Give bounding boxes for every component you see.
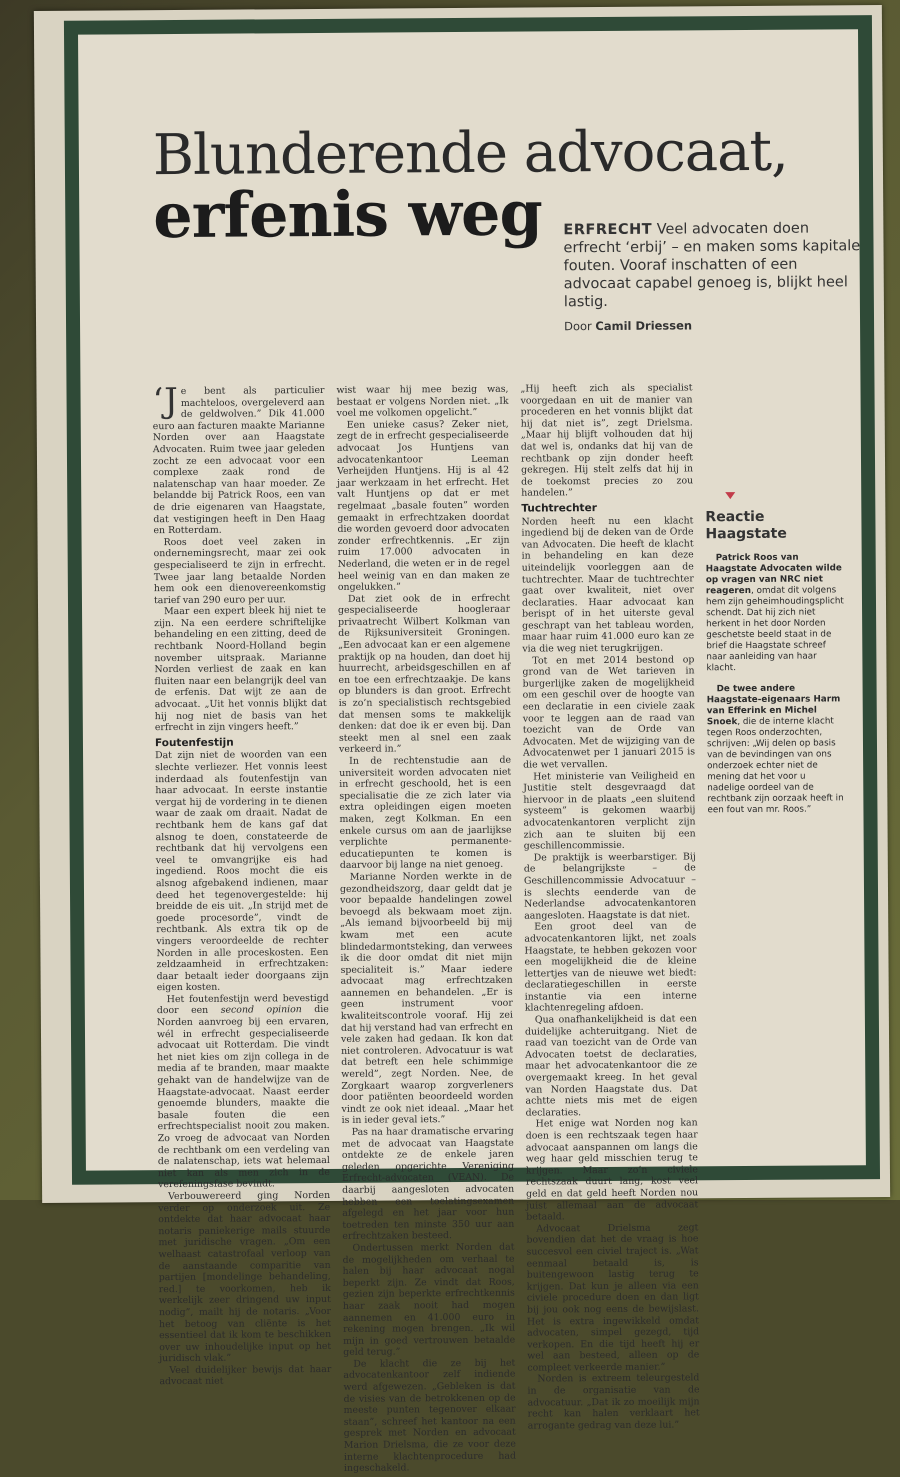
headline-line1: Blunderende advocaat, [152,118,789,189]
down-arrow-icon [725,492,735,499]
paragraph: De praktijk is weerbarstiger. Bij de belangrijkste – de Geschillencommissie Advocatuur – is slechts eenderde van de Nederlandse advocatenkantoren aangesloten. Haagstate is dat niet. [523,851,697,922]
sidebar-text: , die de interne klacht tegen Roos onderzochten, schrijven: „Wij delen op basis van de bevindingen van ons onderzoek echter niet de mening dat het voor u nadelige oordeel van de rechtbank zijn oorzaak heeft in een fout van mr. Roos.” [706,716,844,816]
paragraph: In de rechtenstudie aan de universiteit worden advocaten niet in erfrecht geschoold, het is een specialisatie die ze zich later via extra opleidingen eigen moeten maken, zegt Kolkman. En een enkele cursus om aan de jaarlijkse verplichte permanente-educatiepunten te komen is daarvoor bij lange na niet genoeg. [339,754,512,872]
paragraph: Veel duidelijker bewijs dat haar advocaat niet [159,1363,332,1388]
paragraph-text: e bent als particulier machteloos, overgeleverd aan de geldwolven.” Dik 41.000 euro aan facturen maakte Marianne Norden over aan Haagstate Advocaten. Ruim twee jaar geleden zocht ze een advocaat voor een complexe zaak rond de nalatenschap van haar moeder. Ze belandde bij Patrick Roos, een van de drie eigenaren van Haagstate, dat vestigingen heeft in Den Haag en Rotterdam. [152,384,326,537]
paragraph: Advocaat Drielsma zegt bovendien dat het de vraag is hoe succesvol een civiel traject is. „Wat eenmaal betaald is, is buitengewoon lastig terug te krijgen. Dat kun je alleen via een civiele procedure doen en dan ligt bij jou ook nog eens de bewijslast. Het is extra ingewikkeld omdat advocaten, simpel gezegd, tijd verkopen. En die tijd heeft hij er wel aan besteed, alleen op de compleet verkeerde manier.” [526,1222,700,1374]
paragraph: Het enige wat Norden nog kan doen is een rechtszaak tegen haar advocaat aanspannen om langs die weg haar geld misschien terug te krijgen. Maar zo’n civiele rechtszaak duurt lang, kost veel geld en dat geld heeft Norden nou juist allemaal aan de advocaat betaald. [525,1117,699,1223]
sidebar-bold: Patrick Roos van Haagstate Advocaten wilde op vragen van NRC niet reageren [705,552,842,597]
sidebar-bold: De twee andere Haagstate-eigenaars Harm van Efferink en Michel Snoek [706,683,841,728]
paragraph: Dat ziet ook de in erfrecht gespecialiseerde hoogleraar privaatrecht Wilbert Kolkman van de Rijksuniversiteit Groningen. „Een advocaat kan er een algemene praktijk op na houden, dan doet hij huurrecht, arbeidsgeschillen en af en toe een erfrechtzaakje. De kans op blunders is dan groot. Erfrecht is zo’n specialistisch rechtsgebied dat mensen soms te makkelijk denken: dat doe ik er even bij. Dan steekt men al snel een zaak verkeerd in.” [338,592,511,756]
paragraph: Het ministerie van Veiligheid en Justitie stelt desgevraagd dat hiervoor in de plaats „een sluitend systeem” is gekomen waarbij advocatenkantoren verplicht zijn zich aan te sluiten bij een geschillencommissie. [523,769,696,852]
dropcap: ‘J [152,380,178,422]
paragraph: Pas na haar dramatische ervaring met de advocaat van Haagstate ontdekte ze de enkele jaren geleden opgerichte Vereniging Erfrecht-advocaten (VEAN). De daarbij aangesloten advocaten hebben een toelatingsexamen afgelegd en het jaar voor hun toetreden ten minste 350 uur aan erfrechtzaken besteed. [341,1125,515,1243]
paragraph: Marianne Norden werkte in de gezondheidszorg, daar geldt dat je voor bepaalde handelingen zowel bevoegd als bekwaam moet zijn. „Als iemand bijvoorbeeld bij mij kwam met een acute blindedarmontsteking, dan verwees ik die door omdat dit niet mijn specialiteit is.” Maar iedere advocaat mag erfrechtzaken aannemen en behandelen. „Er is geen instrument voor kwaliteitscontrole vooraf. Hij zei dat hij verstand had van erfrecht en vele zaken had gedaan. Ik kon dat niet controleren. Advocatuur is wat dat betreft een hele schimmige wereld”, zegt Norden. Nee, de Zorgkaart waarop zorgverleners door patiënten beoordeeld worden vindt ze ook niet ideaal. „Maar het is in ieder geval iets.” [339,870,514,1127]
paragraph-text: die Norden aanvroeg bij een ervaren, wél in erfrecht gespecialiseerde advocaat uit Rotterdam. Die vindt het niet kies om zijn collega in de media af te branden, maar maakte gehakt van de handelwijze van de Haagstate-advocaat. Naast eerder genoemde blunders, maakte die basale fouten die een erfrechtspecialist nooit zou maken. Zo vroeg de advocaat van Norden de rechtbank om een verdeling van de nalatenschap, iets wat helemaal niet kan als men zich in de verefeningsfase bevindt. [156,1004,331,1191]
article-body [92,51,861,1475]
column-3 [520,382,699,1432]
paragraph: Verbouwereerd ging Norden verder op onderzoek uit. Ze ontdekte dat haar advocaat haar notaris paniekerige mails stuurde met juridische vragen. „Om een welhaast catastrofaal verloop van de aanstaande comparitie van partijen [mondelinge behandeling, red.] te voorkomen, heb ik werkelijk zeer dringend uw input nodig”, mailt hij de notaris. „Voor het betoog van cliënte is het essentieel dat ik kom te beschikken over uw inhoudelijke input op het juridisch vlak.” [158,1189,332,1365]
lead-kicker: ERFRECHT [563,221,653,239]
paragraph: Qua onafhankelijkheid is dat een duidelijke achteruitgang. Niet de raad van toezicht van de Orde van Advocaten toetst de declaraties, maar het advocatenkantoor die ze overgemaakt kreeg. In het geval van Norden Haagstate dus. Dat achtte niets mis met de eigen declaraties. [524,1013,698,1119]
headline-line2: erfenis weg [153,176,543,253]
paragraph: Dat zijn niet de woorden van een slechte verliezer. Het vonnis leest inderdaad als foutenfestijn van haar advocaat. In eerste instantie vergat hij de vordering in te dienen waar de zaak om draait. Nadat de rechtbank hem de kans gaf dat alsnog te doen, constateerde de rechtbank dat hij vervolgens een veel te omvangrijke eis had ingediend. Roos mocht die eis alsnog afgebakend indienen, maar deed het tegenovergestelde: hij breidde de eis uit. „In strijd met de goede procesorde”, vindt de rechtbank. Als extra tik op de vingers veroordeelde de rechter Norden in alle proceskosten. Een zeldzaamheid in erfrechtzaken: daar betaalt ieder doorgaans zijn eigen kosten. [155,749,329,994]
sidebar-paragraph [706,552,845,674]
paragraph: De klacht die ze bij het advocatenkantoor zelf indiende werd afgewezen. „Gebleken is dat de visies van de betrokkenen op de meeste punten tegenover elkaar staan”, schreef het kantoor na een gesprek met Norden en advocaat Marion Drielsma, die ze voor deze interne klachtenprocedure had ingeschakeld. [343,1357,516,1475]
emphasis: second opinion [220,1004,302,1017]
column-1 [152,380,332,1388]
paragraph: „Hij heeft zich als specialist voorgedaan en uit de manier van procederen en het vonnis blijkt dat hij dat niet is”, zegt Drielsma. „Maar hij blijft volhouden dat hij dat wel is, ondanks dat hij van de rechtbank op zijn donder heeft gekregen. Hij stelt zelfs dat hij in de toekomst precies zo zou handelen.” [520,382,694,499]
article-frame [64,15,880,1475]
author-name: Camil Driessen [595,318,693,334]
paragraph: Norden is extreem teleurgesteld in de organisatie van de advocatuur. „Dat ik zo moeilijk mijn recht kan halen verklaart het arrogante gedrag van deze lui.” [527,1372,700,1432]
sidebar-text: , omdat dit volgens hem zijn geheimhoudingsplicht schendt. Dat hij zich niet herkent in het door Norden geschetste beeld staat in de brief die Haagstate schreef naar aanleiding van haar klacht. [705,585,844,674]
subheading: Foutenfestijn [154,736,234,749]
column-2 [336,384,516,1475]
lead-text: Veel advocaten doen erfrecht ‘erbij’ – en maken soms kapitale fouten. Vooraf inschatten of een advocaat capabel genoeg is, blijkt heel lastig. [563,220,861,311]
paragraph: wist waar hij mee bezig was, bestaat er volgens Norden niet. „Ik voel me volkomen opgelicht.” [336,383,509,420]
sidebar-title: Reactie Haagstate [705,508,787,543]
sidebar-paragraph [707,683,846,816]
paragraph: Roos doet veel zaken in ondernemingsrecht, maar zei ook gespecialiseerd te zijn in erfrecht. Twee jaar lang betaalde Norden hem ook een dienovereenkomstig tarief van 290 euro per uur. [153,535,326,606]
newspaper-page [34,5,890,1475]
paragraph: Een unieke casus? Zeker niet, zegt de in erfrecht gespecialiseerde advocaat Jos Huntjens van advocatenkantoor Leeman Verheijden Huntjens. Hij is al 42 jaar werkzaam in het erfrecht. Het valt Huntjens op dat er met regelmaat „basale fouten” worden gemaakt in erfrechtzaken doordat die worden gevoerd door advocaten zonder erfrechtkennis. „Er zijn ruim 17.000 advocaten in Nederland, die weten er in de regel heel weinig van en dan maken ze ongelukken.” [336,418,510,593]
byline [564,315,864,335]
paragraph: Maar een expert bleek hij niet te zijn. Na een eerdere schriftelijke behandeling en een zitting, deed de rechtbank Noord-Holland begin november uitspraak. Marianne Norden verliest de zaak en kan fluiten naar een belangrijk deel van de erfenis. Dat wijt ze aan de advocaat. „Uit het vonnis blijkt dat hij nog niet de basis van het erfrecht in zijn vingers heeft.” [154,605,327,734]
byline-prefix: Door [564,319,596,334]
paragraph: Norden heeft nu een klacht ingediend bij de deken van de Orde van Advocaten. Die heeft de klacht in behandeling en kan deze uiteindelijk voorleggen aan de tuchtrechter. Maar de tuchtrechter gaat over kwaliteit, niet over declaraties. Haar advocaat kan berispt of in het uiterste geval geschrapt van het tableau worden, maar haar ruim 41.000 euro kan ze via die weg niet terugkrijgen. [521,514,695,655]
paragraph: Ondertussen merkt Norden dat de mogelijkheden om verhaal te halen bij haar advocaat nogal beperkt zijn. Ze vindt dat Roos, gezien zijn beperkte erfrechtkennis haar zaak nooit had mogen aannemen en 41.000 euro in rekening mogen brengen. „Ik wil mijn in goed vertrouwen betaalde geld terug.” [342,1241,516,1359]
sidebar-reactie [705,491,845,826]
paragraph-text: Het foutenfestijn werd bevestigd door een [156,992,329,1017]
paragraph: Tot en met 2014 bestond op grond van de Wet tarieven in burgerlijke zaken de mogelijkheid om een geschil over de hoogte van een declaratie in een civiele zaak voor te leggen aan de raad van toezicht van de Orde van Advocaten. Met de wijziging van de Advocatenwet per 1 januari 2015 is die wet vervallen. [522,654,696,771]
subheading: Tuchtrechter [521,501,597,515]
paragraph [157,993,330,1191]
lead-paragraph [563,219,864,335]
paragraph: Een groot deel van de advocatenkantoren lijkt, net zoals Haagstate, te hebben gekozen voor een mogelijkheid die de kleine lettertjes van de nieuwe wet biedt: declaratiegeschillen in eerste instantie via een interne klachtenregeling afdoen. [524,920,697,1015]
paragraph [152,380,326,537]
